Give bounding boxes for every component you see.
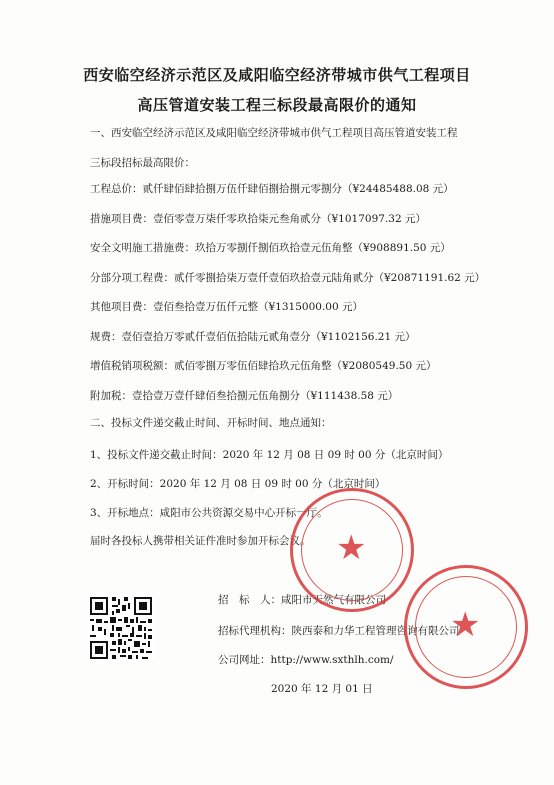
company-website: 公司网址：http://www.sxthlh.com/ <box>218 654 394 666</box>
item-surcharge: 附加税：壹拾壹万壹仟肆佰叁拾捌元伍角捌分（¥111438.58 元） <box>90 390 399 402</box>
item-regulatory-fee: 规费：壹佰壹拾万零贰仟壹佰伍拾陆元贰角壹分（¥1102156.21 元） <box>90 331 416 343</box>
document-date: 2020 年 12 月 01 日 <box>271 683 373 695</box>
deadline-time: 1、投标文件递交截止时间：2020 年 12 月 08 日 09 时 00 分（北京时间） <box>90 449 449 461</box>
tenderer-seal <box>290 488 414 612</box>
item-subdivision-fee: 分部分项工程费：贰仟零捌拾柒万壹仟壹佰玖拾壹元陆角贰分（¥20871191.62 元） <box>90 272 486 284</box>
opening-time: 2、开标时间：2020 年 12 月 08 日 09 时 00 分（北京时间） <box>90 478 386 490</box>
item-total-price: 工程总价：贰仟肆佰肆拾捌万伍仟肆佰捌拾捌元零捌分（¥24485488.08 元） <box>90 183 454 195</box>
qr-code <box>88 595 154 661</box>
tenderer: 招 标 人：咸阳市天然气有限公司 <box>218 594 386 606</box>
section-1-heading: 一、西安临空经济示范区及咸阳临空经济带城市供气工程项目高压管道安装工程 <box>90 127 458 139</box>
item-safety-fee: 安全文明施工措施费：玖拾万零捌仟捌佰玖拾壹元伍角整（¥908891.50 元） <box>90 242 451 254</box>
star-icon: ★ <box>336 528 367 568</box>
opening-location: 3、开标地点：咸阳市公共资源交易中心开标一厅。 <box>90 507 328 519</box>
section-1-subheading: 三标段招标最高限价： <box>90 157 195 169</box>
star-icon: ★ <box>450 605 481 645</box>
item-vat: 增值税销项税额：贰佰零捌万零伍佰肆拾玖元伍角整（¥2080549.50 元） <box>90 360 437 372</box>
document-title-line-2: 高压管道安装工程三标段最高限价的通知 <box>137 96 417 114</box>
document-title-line-1: 西安临空经济示范区及咸阳临空经济带城市供气工程项目 <box>83 66 471 84</box>
attendance-note: 届时各投标人携带相关证件准时参加开标会议。 <box>90 535 311 547</box>
tender-agency: 招标代理机构：陕西泰和力华工程管理咨询有限公司 <box>218 625 460 637</box>
item-measures-fee: 措施项目费：壹佰零壹万柒仟零玖拾柒元叁角贰分（¥1017097.32 元） <box>90 213 426 225</box>
item-other-fee: 其他项目费：壹佰叁拾壹万伍仟元整（¥1315000.00 元） <box>90 301 363 313</box>
section-2-heading: 二、投标文件递交截止时间、开标时间、地点通知： <box>90 417 332 429</box>
agency-seal <box>404 565 528 689</box>
